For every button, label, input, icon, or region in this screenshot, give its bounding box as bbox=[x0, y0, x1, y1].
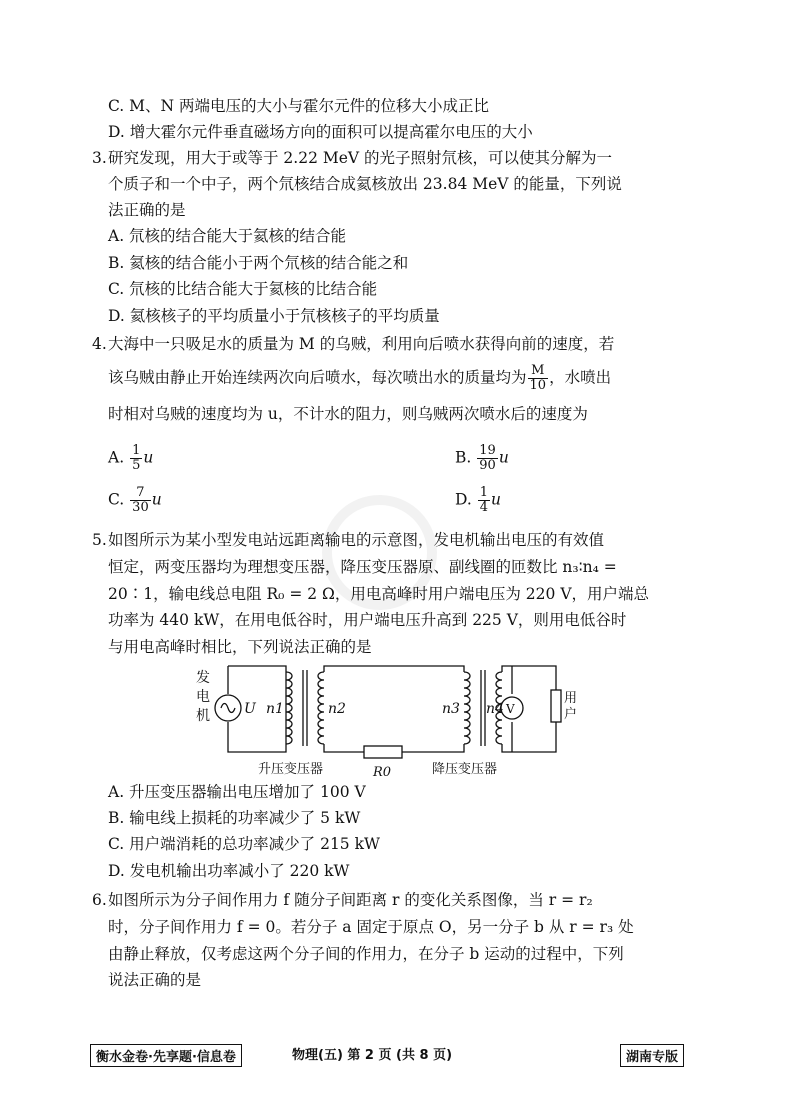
svg-text:n4: n4 bbox=[486, 701, 504, 717]
q4-stem-2b: ，水喷出 bbox=[549, 368, 612, 387]
q6-stem-3: 由静止释放，仅考虑这两个分子间的作用力，在分子 b 运动的过程中，下列 bbox=[108, 945, 624, 963]
svg-text:n2: n2 bbox=[328, 701, 346, 717]
q4-option-c: C. $\frac{7}{30}$ u bbox=[108, 485, 162, 515]
q5-stem-2: 恒定，两变压器均为理想变压器，降压变压器原、副线圈的匝数比 n₃∶n₄ = bbox=[108, 558, 617, 576]
q3-stem-1: 研究发现，用大于或等于 2.22 MeV 的光子照射氘核，可以使其分解为一 bbox=[108, 149, 613, 167]
svg-text:机: 机 bbox=[196, 708, 210, 724]
q3-option-d: D. 氦核核子的平均质量小于氘核核子的平均质量 bbox=[108, 307, 440, 325]
svg-text:升压变压器: 升压变压器 bbox=[258, 762, 324, 777]
q5-stem-4: 功率为 440 kW，在用电低谷时，用户端电压升高到 225 V，则用电低谷时 bbox=[108, 611, 627, 629]
q5-option-d: D. 发电机输出功率减小了 220 kW bbox=[108, 862, 350, 880]
q4-option-b: B. $\frac{19}{90}$ u bbox=[455, 443, 509, 473]
q5-number: 5. bbox=[92, 531, 107, 549]
q6-number: 6. bbox=[92, 891, 107, 909]
svg-text:降压变压器: 降压变压器 bbox=[432, 762, 498, 777]
q6-stem-4: 说法正确的是 bbox=[108, 971, 202, 989]
svg-text:发: 发 bbox=[196, 670, 210, 686]
power-transmission-circuit-diagram bbox=[190, 660, 590, 780]
q4-stem-2 bbox=[108, 364, 611, 393]
q3-stem-3: 法正确的是 bbox=[108, 201, 186, 219]
q5-option-b: B. 输电线上损耗的功率减少了 5 kW bbox=[108, 809, 361, 827]
svg-text:R0: R0 bbox=[373, 765, 392, 780]
q5-stem-3: 20∶1，输电线总电阻 R₀ = 2 Ω，用电高峰时用户端电压为 220 V，用户端总 bbox=[108, 585, 650, 603]
q5-stem-5: 与用电高峰时相比，下列说法正确的是 bbox=[108, 638, 372, 656]
svg-text:电: 电 bbox=[196, 689, 210, 705]
q3-number: 3. bbox=[92, 149, 107, 167]
q6-stem-2: 时，分子间作用力 f = 0。若分子 a 固定于原点 O，另一分子 b 从 r = r₃ 处 bbox=[108, 918, 634, 936]
q4-option-a: A. $\frac{1}{5}$ u bbox=[108, 443, 154, 473]
q3-stem-2: 个质子和一个中子，两个氘核结合成氦核放出 23.84 MeV 的能量，下列说 bbox=[108, 175, 622, 193]
footer-page-number: 物理(五) 第 2 页 (共 8 页) bbox=[292, 1048, 453, 1063]
q6-stem-1: 如图所示为分子间作用力 f 随分子间距离 r 的变化关系图像，当 r = r₂ bbox=[108, 891, 593, 909]
q4-stem-1: 大海中一只吸足水的质量为 M 的乌贼，利用向后喷水获得向前的速度，若 bbox=[108, 335, 615, 353]
footer-series-label: 衡水金卷·先享题·信息卷 bbox=[90, 1044, 242, 1067]
option-d-prev: D. 增大霍尔元件垂直磁场方向的面积可以提高霍尔电压的大小 bbox=[108, 123, 533, 141]
svg-text:V: V bbox=[506, 702, 515, 716]
svg-text:用: 用 bbox=[564, 691, 578, 706]
q5-stem-1: 如图所示为某小型发电站远距离输电的示意图，发电机输出电压的有效值 bbox=[108, 531, 605, 549]
q4-stem-3: 时相对乌贼的速度均为 u，不计水的阻力，则乌贼两次喷水后的速度为 bbox=[108, 405, 588, 423]
svg-text:户: 户 bbox=[564, 707, 578, 722]
q4-fraction-m10: $\frac{M}{10}$ bbox=[529, 363, 547, 393]
q5-option-c: C. 用户端消耗的总功率减少了 215 kW bbox=[108, 835, 380, 853]
q5-option-a: A. 升压变压器输出电压增加了 100 V bbox=[108, 783, 366, 801]
q3-option-b: B. 氦核的结合能小于两个氘核的结合能之和 bbox=[108, 254, 409, 272]
option-c-prev: C. M、N 两端电压的大小与霍尔元件的位移大小成正比 bbox=[108, 97, 490, 115]
q4-number: 4. bbox=[92, 335, 107, 353]
q4-stem-2a: 该乌贼由静止开始连续两次向后喷水，每次喷出水的质量均为 bbox=[108, 368, 527, 387]
svg-text:n3: n3 bbox=[442, 701, 460, 717]
q3-option-c: C. 氘核的比结合能大于氦核的比结合能 bbox=[108, 280, 378, 298]
footer-edition-label: 湖南专版 bbox=[620, 1044, 684, 1067]
svg-text:n1: n1 bbox=[266, 701, 284, 717]
svg-text:U: U bbox=[244, 701, 256, 717]
q4-option-d: D. $\frac{1}{4}$ u bbox=[455, 485, 502, 515]
q3-option-a: A. 氘核的结合能大于氦核的结合能 bbox=[108, 227, 347, 245]
